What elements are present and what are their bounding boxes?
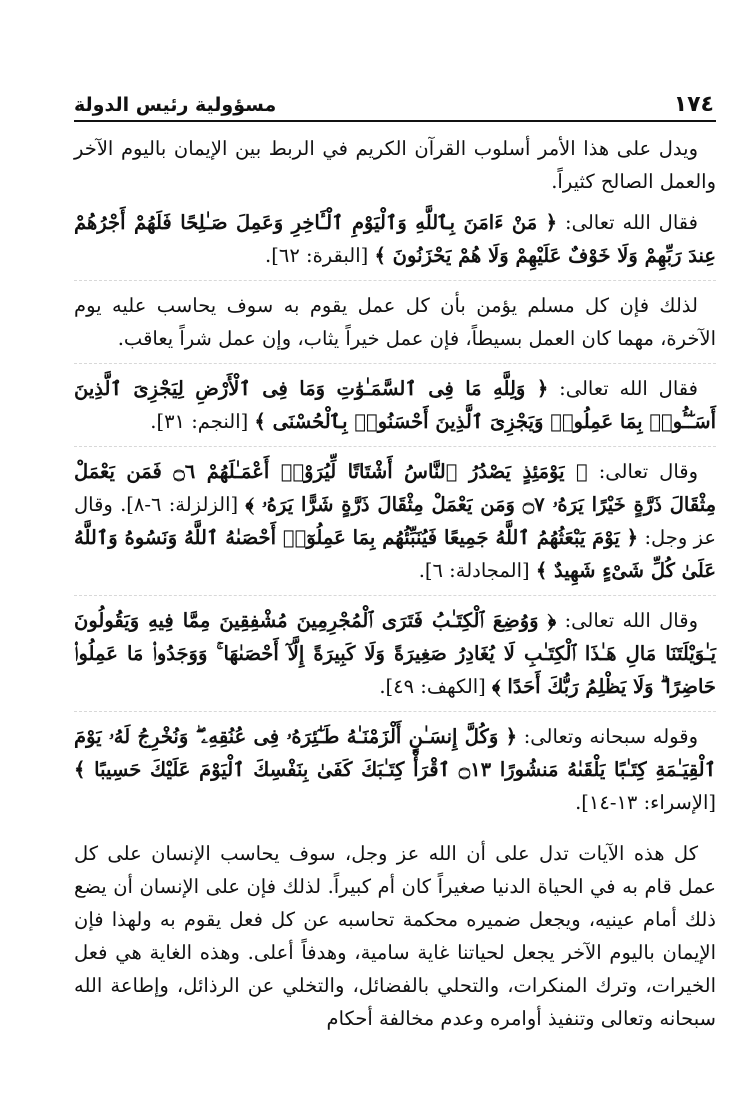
quran-verse: ﴿ يَوْمَئِذٍ يَصْدُرُ ٱلنَّاسُ أَشْتَاتًا لِّيُرَوْا۟ أَعْمَـٰلَهُمْ ۝٦ فَمَن يَعْمَلْ مِثْقَالَ ذَرَّةٍ خَيْرًا يَرَهُۥ ۝٧ وَمَن يَعْمَلْ مِثْقَالَ ذَرَّةٍ شَرًّا يَرَهُۥ ﴾ (74, 460, 717, 516)
paragraph-quote-kahf (74, 604, 716, 703)
verse-reference: [الإسراء: ١٣-١٤]. (575, 791, 716, 814)
quote-intro: وقال تعالى: (598, 460, 699, 483)
running-header (74, 92, 716, 122)
quran-verse: ﴿ وَلِلَّهِ مَا فِى ٱلسَّمَـٰوَٰتِ وَمَا فِى ٱلْأَرْضِ لِيَجْزِىَ ٱلَّذِينَ أَسَـٰٓـُٔوا۟ بِمَا عَمِلُوا۟ وَيَجْزِىَ ٱلَّذِينَ أَحْسَنُوا۟ بِٱلْحُسْنَى ﴾ (74, 377, 716, 433)
running-title: مسؤولية رئيس الدولة (74, 94, 277, 116)
quran-verse: ﴿ مَنْ ءَامَنَ بِٱللَّهِ وَٱلْيَوْمِ ٱلْـَٔاخِرِ وَعَمِلَ صَـٰلِحًا فَلَهُمْ أَجْرُهُمْ عِندَ رَبِّهِمْ وَلَا خَوْفٌ عَلَيْهِمْ وَلَا هُمْ يَحْزَنُونَ ﴾ (74, 211, 716, 267)
divider (74, 280, 716, 281)
divider (74, 595, 716, 596)
paragraph-intro (74, 132, 716, 198)
paragraph-accountability (74, 289, 716, 355)
verse-reference: [الزلزلة: ٦-٨]. (120, 493, 239, 516)
verse-reference: [النجم: ٣١]. (150, 410, 249, 433)
page-body (74, 132, 716, 1035)
verse-reference: [الكهف: ٤٩]. (379, 675, 486, 698)
divider (74, 363, 716, 364)
paragraph-text: كل هذه الآيات تدل على أن الله عز وجل، سوف يحاسب الإنسان على كل عمل قام به في الحياة الدنيا صغيراً كان أم كبيراً. لذلك فإن على الإنسان أن يضع ذلك أمام عينيه، ويجعل ضميره محكمة تحاسبه عن كل فعل يقوم به ولهذا فإن الإيمان باليوم الآخر يجعل لحياتنا غاية سامية، وهدفاً أعلى. وهذه الغاية هي فعل الخيرات، وترك المنكرات، والتحلي بالفضائل، والتخلي عن الرذائل، وإطاعة الله سبحانه وتعالى وتنفيذ أوامره وعدم مخالفة أحكام (74, 842, 716, 1030)
paragraph-conclusion (74, 837, 716, 1035)
paragraph-quote-baqarah (74, 206, 716, 272)
quran-verse: ﴿ يَوْمَ يَبْعَثُهُمُ ٱللَّهُ جَمِيعًا فَيُنَبِّئُهُم بِمَا عَمِلُوٓا۟ أَحْصَىٰهُ ٱللَّهُ وَنَسُوهُ وَٱللَّهُ عَلَىٰ كُلِّ شَىْءٍ شَهِيدٌ ﴾ (74, 526, 716, 582)
divider (74, 711, 716, 712)
quote-intro: فقال الله تعالى: (559, 377, 698, 400)
quran-verse: ﴿ وَوُضِعَ ٱلْكِتَـٰبُ فَتَرَى ٱلْمُجْرِمِينَ مُشْفِقِينَ مِمَّا فِيهِ وَيَقُولُونَ يَـٰوَيْلَتَنَا مَالِ هَـٰذَا ٱلْكِتَـٰبِ لَا يُغَادِرُ صَغِيرَةً وَلَا كَبِيرَةً إِلَّآ أَحْصَىٰهَا ۚ وَوَجَدُوا۟ مَا عَمِلُوا۟ حَاضِرًا ۗ وَلَا يَظْلِمُ رَبُّكَ أَحَدًا ﴾ (74, 609, 716, 698)
quote-intro: وقال الله تعالى: (564, 609, 698, 632)
paragraph-text: ويدل على هذا الأمر أسلوب القرآن الكريم في الربط بين الإيمان باليوم الآخر والعمل الصالح كثيراً. (74, 137, 716, 193)
spacer (74, 827, 716, 837)
quote-intro: فقال الله تعالى: (565, 211, 698, 234)
divider (74, 446, 716, 447)
paragraph-quote-najm (74, 372, 716, 438)
verse-reference: [المجادلة: ٦]. (418, 559, 530, 582)
page-number: ١٧٤ (673, 92, 714, 117)
paragraph-text: لذلك فإن كل مسلم يؤمن بأن كل عمل يقوم به سوف يحاسب عليه يوم الآخرة، مهما كان العمل بسيطاً، فإن عمل خيراً يثاب، وإن عمل شراً يعاقب. (74, 294, 716, 350)
quran-verse: ﴿ وَكُلَّ إِنسَـٰنٍ أَلْزَمْنَـٰهُ طَـٰٓئِرَهُۥ فِى عُنُقِهِۦ ۖ وَنُخْرِجُ لَهُۥ يَوْمَ ٱلْقِيَـٰمَةِ كِتَـٰبًا يَلْقَىٰهُ مَنشُورًا ۝١٣ ٱقْرَأْ كِتَـٰبَكَ كَفَىٰ بِنَفْسِكَ ٱلْيَوْمَ عَلَيْكَ حَسِيبًا ﴾ (74, 725, 716, 781)
verse-reference: [البقرة: ٦٢]. (265, 244, 369, 267)
quote-intro: وقوله سبحانه وتعالى: (523, 725, 698, 748)
paragraph-quote-isra (74, 720, 716, 819)
quote-intro: وقال عز وجل: (74, 493, 716, 549)
book-page (74, 92, 716, 1052)
paragraph-quote-zalzalah (74, 455, 716, 587)
